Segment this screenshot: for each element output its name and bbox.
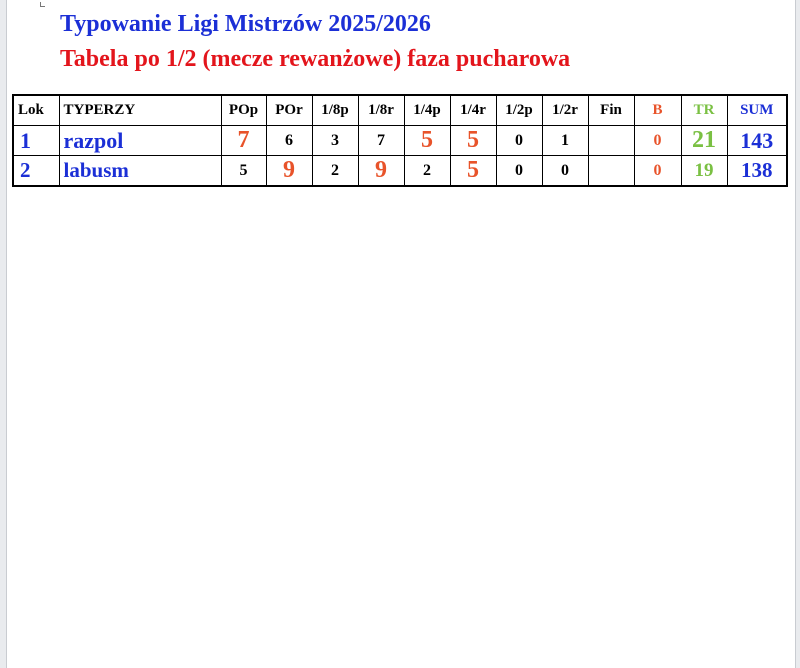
cell-r2r: 1 bbox=[542, 126, 588, 156]
cell-b: 0 bbox=[634, 126, 681, 156]
column-header-por: POr bbox=[266, 95, 312, 126]
window-right-edge bbox=[795, 0, 800, 668]
cell-por: 9 bbox=[266, 156, 312, 187]
cell-r8r: 7 bbox=[358, 126, 404, 156]
cell-r2p: 0 bbox=[496, 156, 542, 187]
column-header-r2r: 1/2r bbox=[542, 95, 588, 126]
cell-r4p: 2 bbox=[404, 156, 450, 187]
cell-r2r: 0 bbox=[542, 156, 588, 187]
column-header-r4r: 1/4r bbox=[450, 95, 496, 126]
column-header-r8r: 1/8r bbox=[358, 95, 404, 126]
column-header-b: B bbox=[634, 95, 681, 126]
cell-pop: 7 bbox=[221, 126, 266, 156]
document-title: Typowanie Ligi Mistrzów 2025/2026 bbox=[60, 11, 431, 37]
column-header-pop: POp bbox=[221, 95, 266, 126]
cell-pop: 5 bbox=[221, 156, 266, 187]
cell-tr: 19 bbox=[681, 156, 727, 187]
cell-fin bbox=[588, 126, 634, 156]
cell-r8p: 2 bbox=[312, 156, 358, 187]
column-header-tr: TR bbox=[681, 95, 727, 126]
cell-r2p: 0 bbox=[496, 126, 542, 156]
cell-sum: 138 bbox=[727, 156, 787, 187]
table-row bbox=[13, 156, 787, 187]
column-header-sum: SUM bbox=[727, 95, 787, 126]
document-corner-mark bbox=[40, 2, 45, 7]
cell-name: razpol bbox=[59, 126, 221, 156]
cell-sum: 143 bbox=[727, 126, 787, 156]
cell-r4r: 5 bbox=[450, 156, 496, 187]
cell-r4r: 5 bbox=[450, 126, 496, 156]
standings-table bbox=[12, 94, 788, 187]
cell-lok: 2 bbox=[13, 156, 59, 187]
cell-b: 0 bbox=[634, 156, 681, 187]
cell-tr: 21 bbox=[681, 126, 727, 156]
column-header-fin: Fin bbox=[588, 95, 634, 126]
cell-lok: 1 bbox=[13, 126, 59, 156]
cell-name: labusm bbox=[59, 156, 221, 187]
cell-fin bbox=[588, 156, 634, 187]
column-header-r4p: 1/4p bbox=[404, 95, 450, 126]
table-header-row bbox=[13, 95, 787, 126]
cell-r8p: 3 bbox=[312, 126, 358, 156]
cell-por: 6 bbox=[266, 126, 312, 156]
column-header-name: TYPERZY bbox=[59, 95, 221, 126]
table-row bbox=[13, 126, 787, 156]
cell-r4p: 5 bbox=[404, 126, 450, 156]
column-header-lok: Lok bbox=[13, 95, 59, 126]
document-subtitle: Tabela po 1/2 (mecze rewanżowe) faza pucharowa bbox=[60, 46, 571, 72]
window-left-edge bbox=[0, 0, 7, 668]
cell-r8r: 9 bbox=[358, 156, 404, 187]
column-header-r8p: 1/8p bbox=[312, 95, 358, 126]
column-header-r2p: 1/2p bbox=[496, 95, 542, 126]
